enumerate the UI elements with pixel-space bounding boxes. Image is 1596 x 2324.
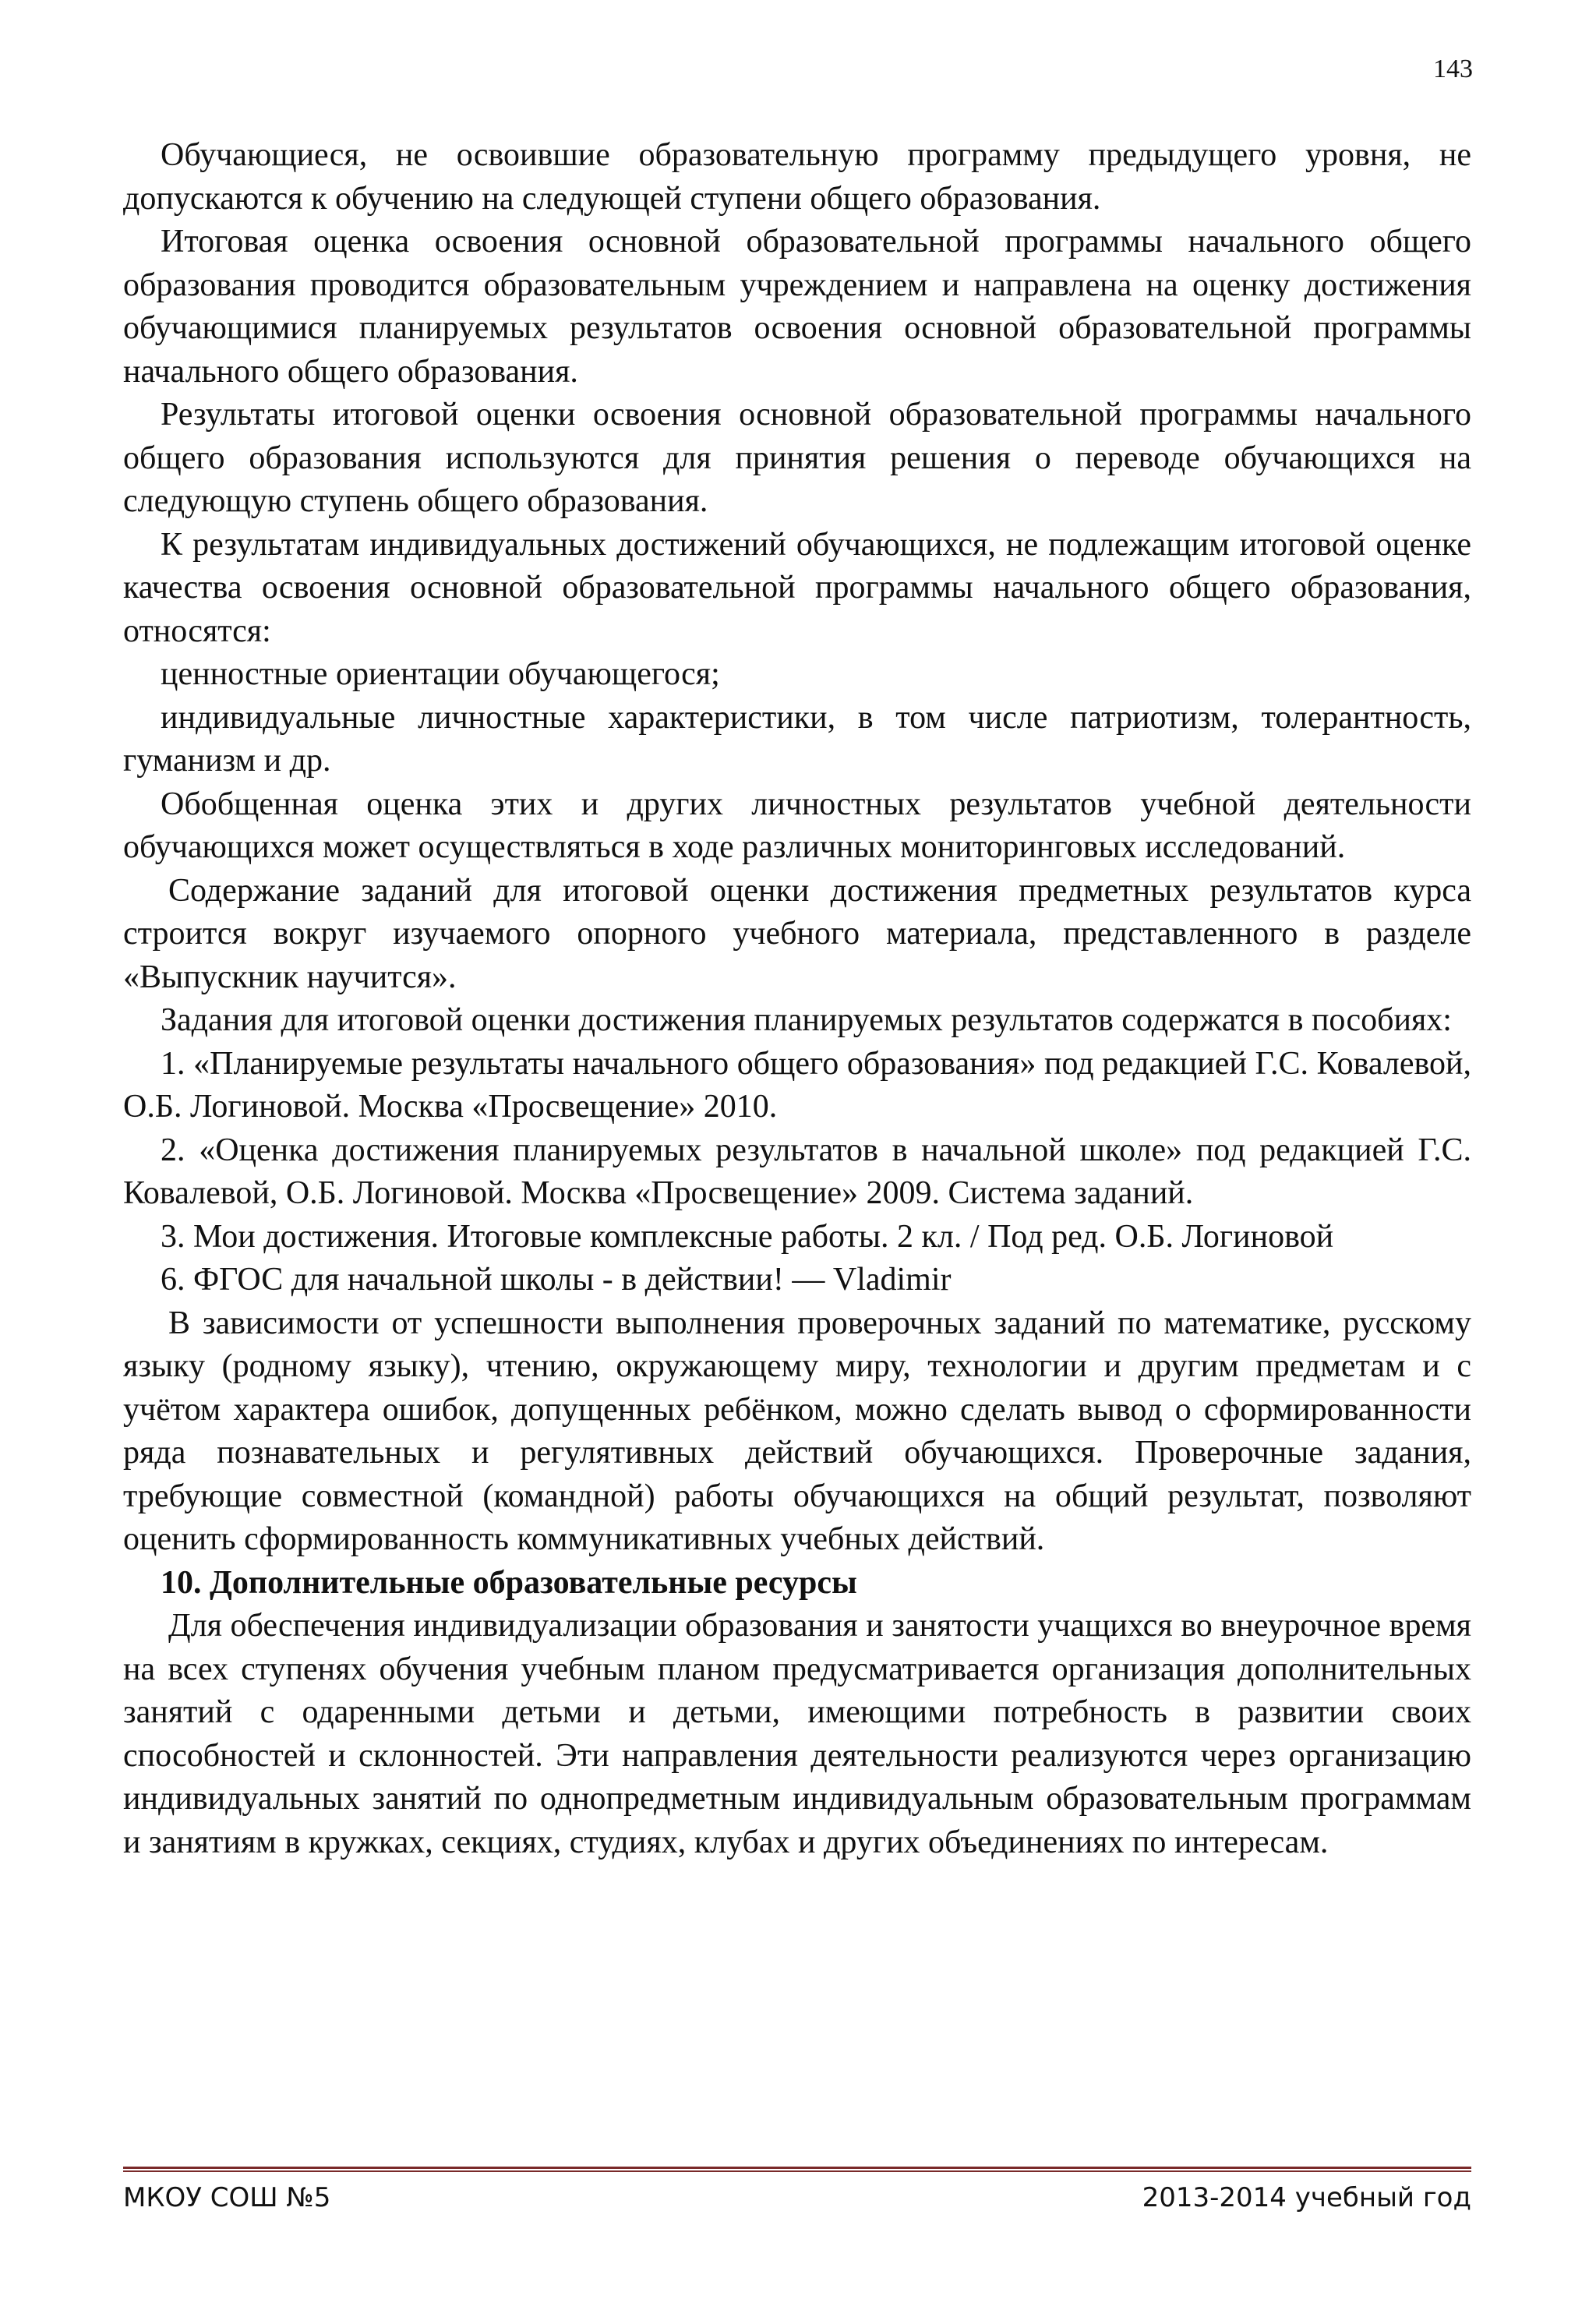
paragraph: Задания для итоговой оценки достижения планируемых результатов содержатся в пособиях: — [161, 1002, 1452, 1038]
paragraph: Содержание заданий для итоговой оценки достижения предметных результатов курса строится вокруг изучаемого опорного учебного материала, представленного в разделе «Выпускник научится». — [123, 872, 1471, 995]
paragraph: В зависимости от успешности выполнения проверочных заданий по математике, русскому языку (родному языку), чтению, окружающему миру, технологии и другим предметам и с учётом характера ошибок, допущенных ребёнком, можно сделать вывод о сформированности ряда познавательных и регулятивных действий обучающихся. Проверочные задания, требующие совместной (командной) работы обучающихся на общий результат, позволяют оценить сформированность коммуникативных учебных действий. — [123, 1305, 1471, 1557]
paragraph: Обучающиеся, не освоившие образовательную программу предыдущего уровня, не допускаются к обучению на следующей ступени общего образования. — [123, 137, 1471, 217]
paragraph: Итоговая оценка освоения основной образовательной программы начального общего образования проводится образовательным учреждением и направлена на оценку достижения обучающимися планируемых результатов освоения основной образовательной программы начального общего образования. — [123, 224, 1471, 390]
section-heading: 10. Дополнительные образовательные ресурсы — [161, 1564, 857, 1601]
reference-item: 1. «Планируемые результаты начального общего образования» под редакцией Г.С. Ковалевой, О.Б. Логиновой. Москва «Просвещение» 2010. — [123, 1045, 1471, 1125]
footer-year: 2013-2014 учебный год — [1142, 2182, 1471, 2213]
reference-item: 3. Мои достижения. Итоговые комплексные работы. 2 кл. / Под ред. О.Б. Логиновой — [161, 1218, 1334, 1255]
paragraph: Результаты итоговой оценки освоения основной образовательной программы начального общего образования используются для принятия решения о переводе обучающихся на следующую ступень общего образования. — [123, 397, 1471, 519]
reference-item: 6. ФГОС для начальной школы - в действии! — Vladimir — [161, 1262, 952, 1298]
footer-divider — [123, 2167, 1471, 2172]
list-item: индивидуальные личностные характеристики, в том числе патриотизм, толерантность, гуманизм и др. — [123, 699, 1471, 779]
footer-school: МКОУ СОШ №5 — [123, 2182, 331, 2213]
paragraph: Обобщенная оценка этих и других личностных результатов учебной деятельности обучающихся может осуществляться в ходе различных мониторинговых исследований. — [123, 786, 1471, 865]
page-footer — [123, 2182, 1471, 2214]
paragraph: К результатам индивидуальных достижений обучающихся, не подлежащим итоговой оценке качества освоения основной образовательной программы начального общего образования, относятся: — [123, 526, 1471, 649]
document-body — [123, 134, 1471, 1864]
list-item: ценностные ориентации обучающегося; — [161, 656, 720, 692]
paragraph: Для обеспечения индивидуализации образования и занятости учащихся во внеурочное время на всех ступенях обучения учебным планом предусматривается организация дополнительных занятий с одаренными детьми и детьми, имеющими потребность в развитии своих способностей и склонностей. Эти направления деятельности реализуются через организацию индивидуальных занятий по однопредметным индивидуальным образовательным программам и занятиям в кружках, секциях, студиях, клубах и других объединениях по интересам. — [123, 1608, 1471, 1860]
reference-item: 2. «Оценка достижения планируемых результатов в начальной школе» под редакцией Г.С. Ковалевой, О.Б. Логиновой. Москва «Просвещение» 2009. Система заданий. — [123, 1132, 1471, 1211]
page-number: 143 — [1433, 55, 1473, 83]
